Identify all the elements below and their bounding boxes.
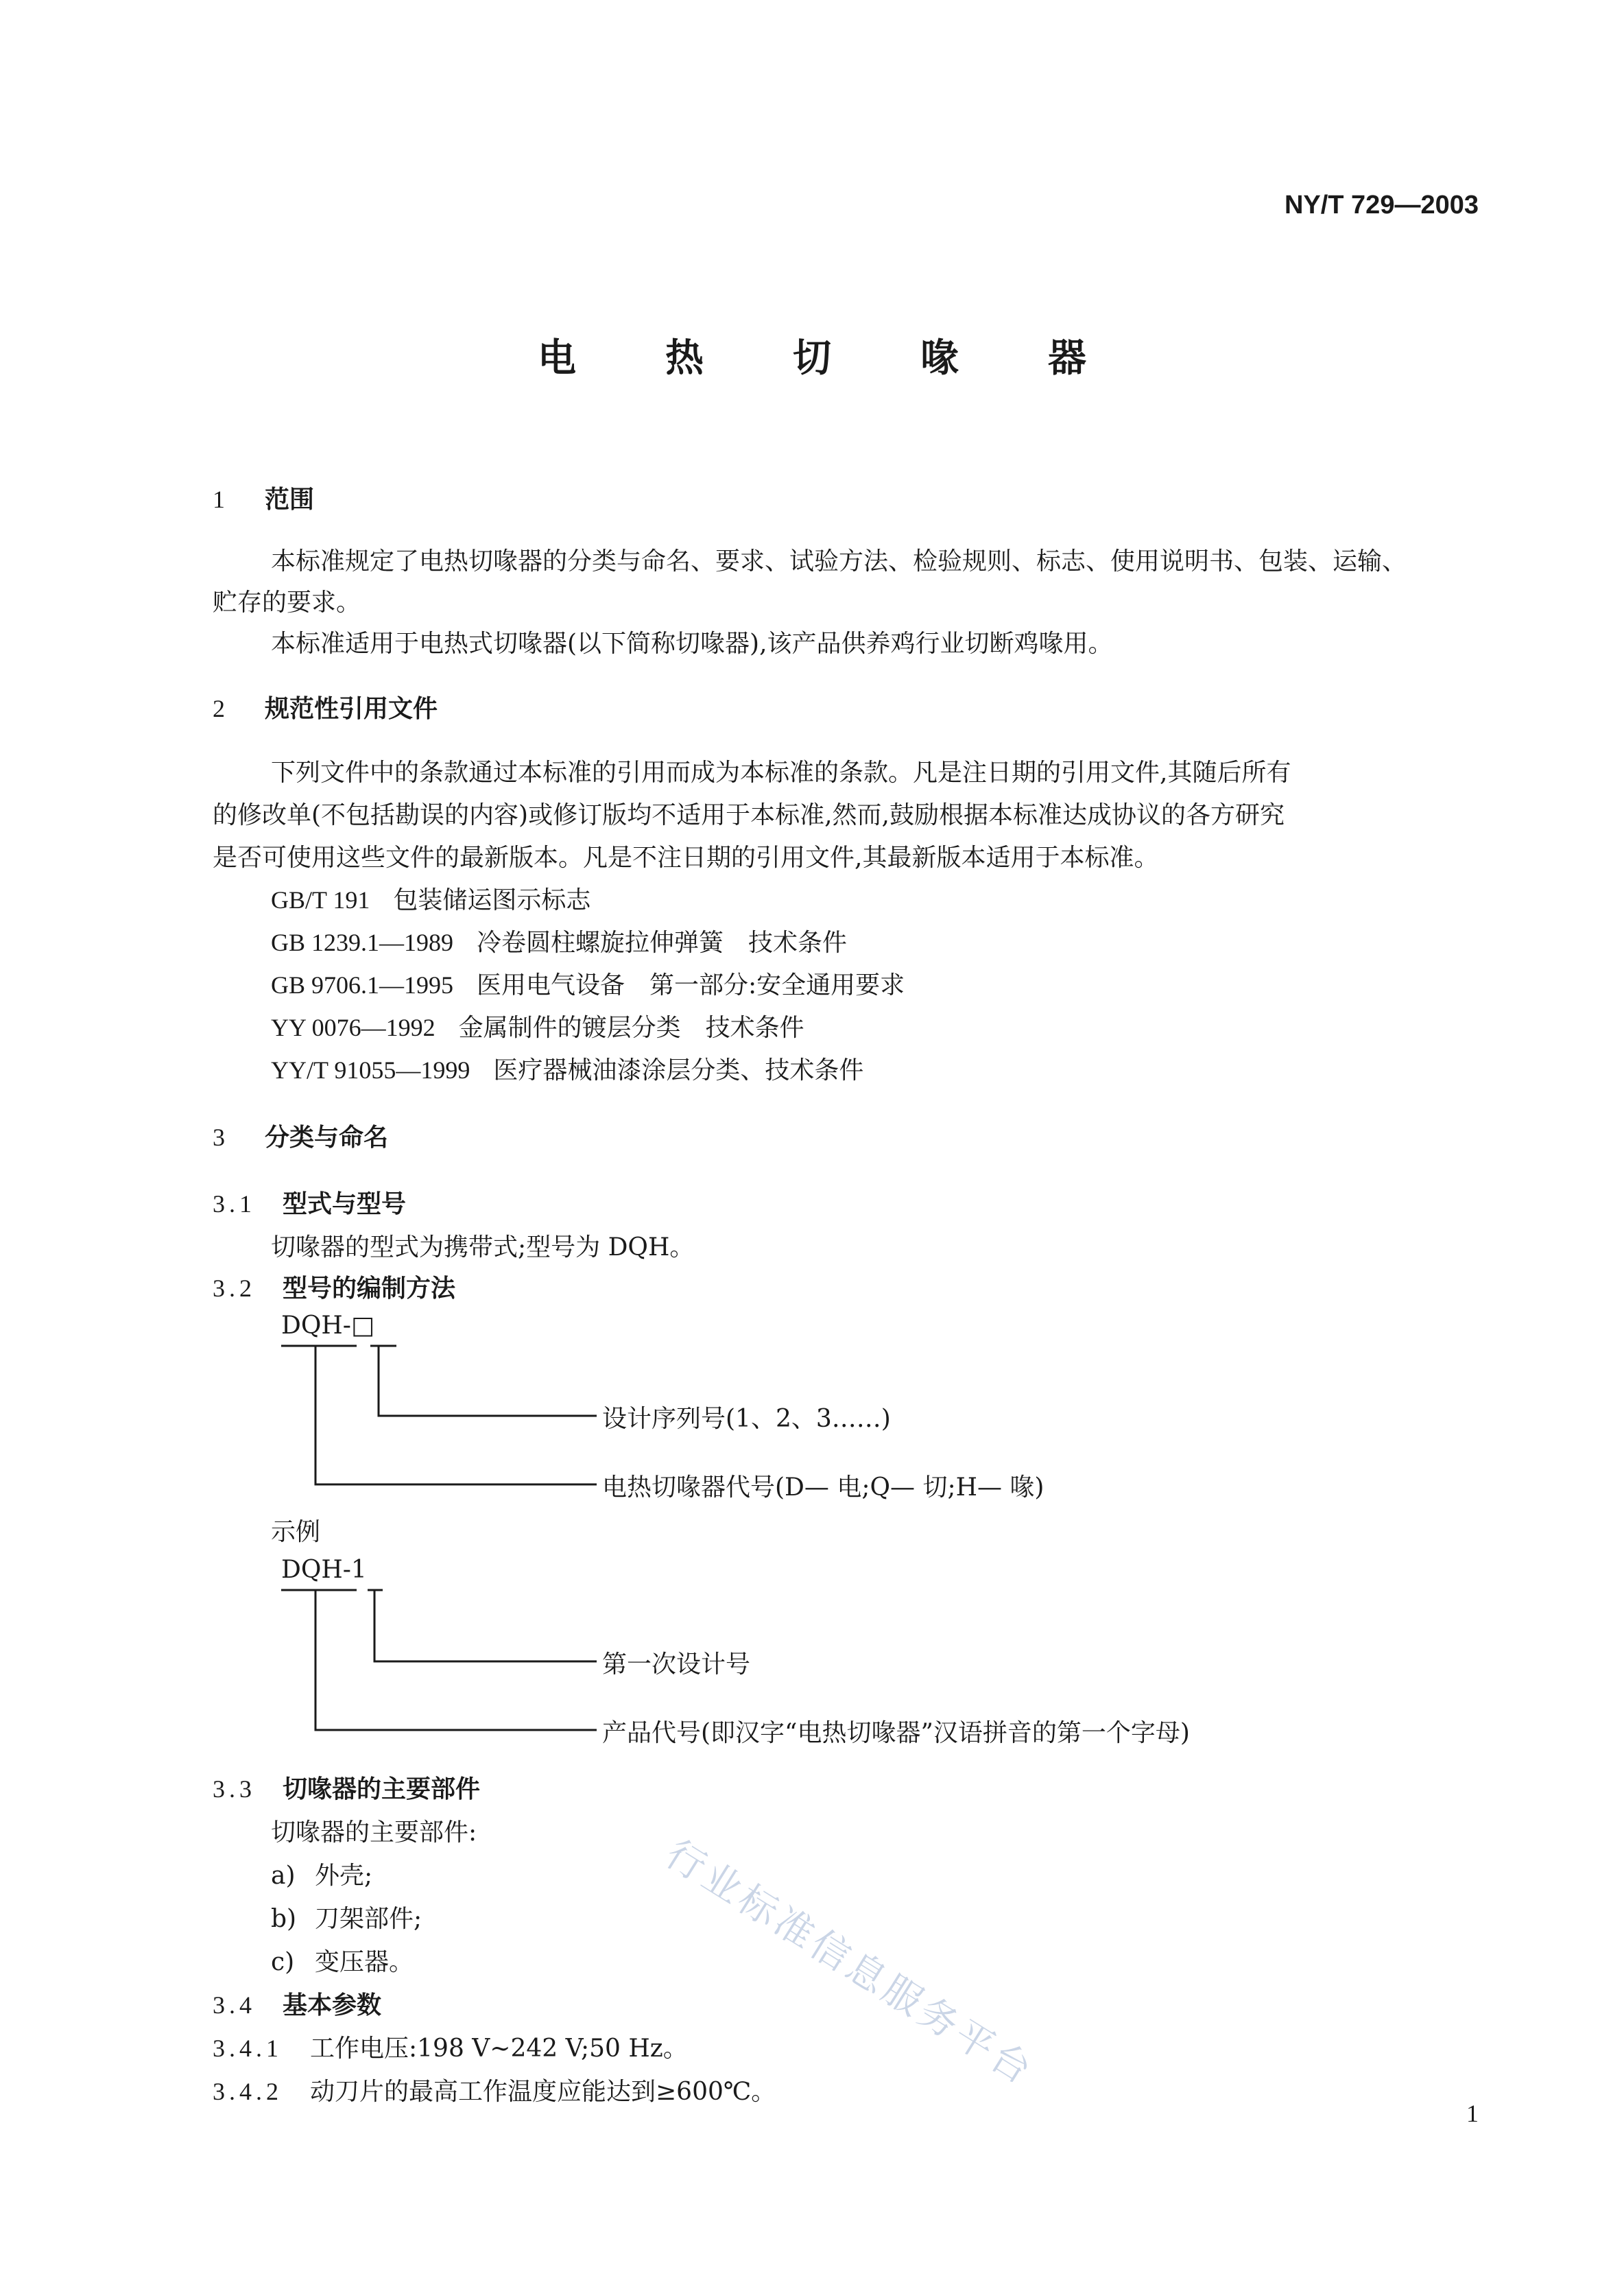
- reference-title: 包装储运图示标志: [393, 886, 591, 914]
- reference-item: [271, 881, 590, 916]
- subsection-3-2-heading: [213, 1269, 455, 1304]
- clause-text: 工作电压:198 V~242 V;50 Hz。: [310, 2035, 688, 2063]
- example-label: 示例: [271, 1518, 321, 1546]
- example-leader-serial: [374, 1590, 597, 1661]
- list-text: 外壳;: [315, 1862, 373, 1890]
- section-3-heading: [213, 1118, 388, 1153]
- subsection-title: 型号的编制方法: [283, 1275, 456, 1303]
- reference-code: YY/T 91055—1999: [271, 1056, 470, 1084]
- paragraph-line: 的修改单(不包括勘误的内容)或修订版均不适用于本标准,然而,鼓励根据本标准达成协议的各方研究: [213, 801, 1285, 829]
- watermark: 行业标准信息服务平台: [658, 1832, 1042, 2095]
- paragraph-line: 贮存的要求。: [213, 589, 361, 617]
- model-box-symbol: □: [350, 1312, 374, 1340]
- leader-line-serial: [379, 1346, 597, 1416]
- subsection-title: 基本参数: [283, 1991, 382, 2019]
- subsection-number: 3.1: [213, 1190, 256, 1218]
- model-code: [281, 1312, 374, 1340]
- list-item: [271, 1899, 422, 1934]
- reference-code: GB/T 191: [271, 886, 370, 914]
- section-number: 3: [213, 1124, 225, 1151]
- list-text: 刀架部件;: [315, 1905, 422, 1933]
- subsection-title: 型式与型号: [283, 1190, 407, 1218]
- reference-title: 医用电气设备 第一部分:安全通用要求: [477, 971, 905, 999]
- model-label-code: 电热切喙器代号(D— 电;Q— 切;H— 喙): [602, 1473, 1044, 1502]
- paragraph-line: 切喙器的型式为携带式;型号为 DQH。: [271, 1233, 695, 1261]
- section-number: 1: [213, 486, 225, 513]
- paragraph-line: 切喙器的主要部件:: [271, 1818, 477, 1847]
- subsection-title: 切喙器的主要部件: [283, 1775, 481, 1803]
- list-marker: b): [271, 1905, 297, 1933]
- clause-text: 动刀片的最高工作温度应能达到≥600℃。: [310, 2078, 776, 2106]
- paragraph-line: 是否可使用这些文件的最新版本。凡是不注日期的引用文件,其最新版本适用于本标准。: [213, 844, 1159, 872]
- leader-line-code: [315, 1346, 597, 1484]
- section-number: 2: [213, 695, 225, 722]
- list-marker: c): [271, 1948, 295, 1976]
- clause-3-4-1: [213, 2029, 688, 2064]
- reference-title: 金属制件的镀层分类 技术条件: [458, 1014, 804, 1042]
- example-label-serial: 第一次设计号: [602, 1650, 751, 1679]
- clause-3-4-2: [213, 2072, 776, 2107]
- page-title: 电热切喙器: [538, 336, 1175, 381]
- model-label-serial: 设计序列号(1、2、3……): [602, 1405, 891, 1433]
- reference-item: [271, 1051, 863, 1086]
- reference-code: GB 9706.1—1995: [271, 971, 454, 999]
- paragraph-line: 本标准规定了电热切喙器的分类与命名、要求、试验方法、检验规则、标志、使用说明书、包装、运输、: [271, 547, 1407, 576]
- example-model-code: DQH-1: [281, 1556, 367, 1584]
- clause-number: 3.4.1: [213, 2035, 283, 2062]
- standard-code: NY/T 729—2003: [1284, 191, 1479, 220]
- clause-number: 3.4.2: [213, 2078, 283, 2105]
- list-text: 变压器。: [315, 1948, 414, 1976]
- subsection-number: 3.2: [213, 1275, 256, 1302]
- section-1-heading: [213, 480, 314, 515]
- reference-item: [271, 923, 847, 958]
- reference-code: GB 1239.1—1989: [271, 929, 454, 956]
- section-2-heading: [213, 689, 438, 724]
- subsection-number: 3.4: [213, 1991, 256, 2019]
- reference-title: 冷卷圆柱螺旋拉伸弹簧 技术条件: [477, 929, 848, 957]
- section-title: 规范性引用文件: [265, 695, 438, 723]
- subsection-3-3-heading: [213, 1770, 480, 1805]
- reference-item: [271, 966, 905, 1001]
- subsection-3-1-heading: [213, 1185, 406, 1220]
- model-prefix: DQH-: [281, 1312, 351, 1340]
- paragraph-line: 下列文件中的条款通过本标准的引用而成为本标准的条款。凡是注日期的引用文件,其随后所有: [271, 759, 1291, 787]
- subsection-number: 3.3: [213, 1775, 256, 1803]
- reference-code: YY 0076—1992: [271, 1014, 435, 1041]
- reference-title: 医疗器械油漆涂层分类、技术条件: [493, 1056, 864, 1084]
- example-leader-code: [315, 1590, 597, 1730]
- list-item: [271, 1856, 372, 1891]
- section-title: 分类与命名: [265, 1124, 389, 1152]
- reference-item: [271, 1008, 804, 1043]
- paragraph-line: 本标准适用于电热式切喙器(以下简称切喙器),该产品供养鸡行业切断鸡喙用。: [271, 630, 1113, 658]
- page-number: 1: [1466, 2100, 1479, 2127]
- list-marker: a): [271, 1862, 296, 1890]
- list-item: [271, 1943, 414, 1978]
- example-label-code: 产品代号(即汉字“电热切喙器”汉语拼音的第一个字母): [602, 1719, 1190, 1747]
- section-title: 范围: [265, 486, 315, 514]
- subsection-3-4-heading: [213, 1986, 381, 2021]
